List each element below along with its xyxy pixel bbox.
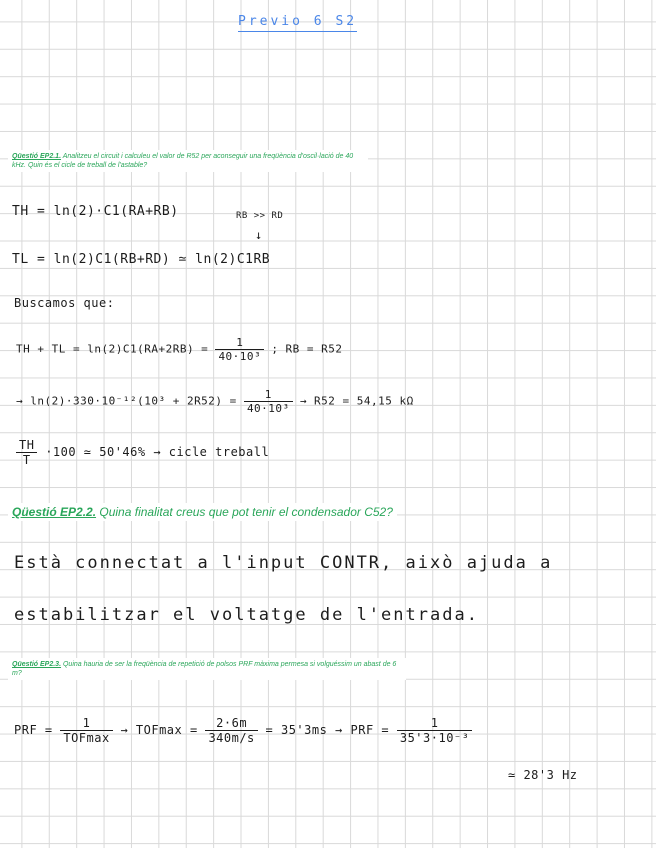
formula-tof-label: → TOFmax =	[120, 723, 198, 737]
formula-duty-cycle-right: ·100 ≃ 50'46% → cicle treball	[45, 445, 270, 459]
question-text: Quina hauria de ser la freqüència de repetició de polsos PRF màxima permesa si volguéssim un abast de 6 m?	[12, 661, 397, 677]
fraction-numerator: 1	[60, 716, 112, 731]
question-ep2-2	[8, 503, 397, 521]
question-label: Qüestió EP2.3.	[12, 661, 62, 668]
fraction-denominator: 40·10³	[246, 402, 290, 415]
fraction-numerator: 1	[215, 336, 264, 350]
fraction-denominator: 40·10³	[218, 350, 262, 363]
question-ep2-3	[8, 658, 406, 680]
formula-tof-result: = 35'3ms → PRF =	[265, 723, 390, 737]
formula-r52-right: → R52 = 54,15 kΩ	[299, 394, 414, 408]
formula-note: RB >> RD	[236, 211, 284, 221]
formula-duty-cycle	[16, 438, 269, 467]
formula-period-right: ; RB = R52	[271, 342, 343, 356]
formula-r52	[16, 388, 414, 415]
formula-prf	[14, 716, 472, 745]
formula-period	[16, 336, 343, 363]
formula-prf-result: ≃ 28'3 Hz	[508, 768, 578, 782]
fraction	[205, 716, 257, 745]
fraction-denominator: 35'3·10⁻³	[399, 731, 470, 745]
question-label: Qüestió EP2.1.	[12, 153, 62, 160]
fraction	[215, 336, 264, 363]
question-label: Qüestió EP2.2.	[12, 505, 97, 519]
fraction	[60, 716, 112, 745]
fraction-numerator: 1	[244, 388, 293, 402]
formula-tl: TL = ln(2)C1(RB+RD) ≃ ln(2)C1RB	[12, 252, 271, 267]
question-ep2-1	[8, 150, 368, 172]
formula-intro: Buscamos que:	[14, 296, 115, 310]
question-text: Quina finalitat creus que pot tenir el condensador C52?	[99, 505, 393, 519]
fraction	[244, 388, 293, 415]
fraction	[397, 716, 473, 745]
answer-line-1: Està connectat a l'input CONTR, això ajuda a	[14, 553, 553, 573]
fraction-denominator: 340m/s	[208, 731, 255, 745]
fraction-numerator: TH	[16, 438, 37, 453]
formula-r52-left: → ln(2)·330·10⁻¹²(10³ + 2R52) =	[16, 394, 237, 408]
fraction-denominator: T	[22, 453, 31, 467]
fraction	[16, 438, 37, 467]
formula-th: TH = ln(2)·C1(RA+RB)	[12, 204, 179, 219]
question-text: Analitzeu el circuit i calculeu el valor de R52 per aconseguir una freqüència d'oscil·lació de 40 kHz. Quin és el cicle de treball de l'astable?	[12, 153, 354, 169]
fraction-numerator: 1	[397, 716, 473, 731]
fraction-denominator: TOFmax	[63, 731, 110, 745]
page-title: Previo 6 S2	[238, 14, 357, 32]
formula-prf-left: PRF =	[14, 723, 53, 737]
fraction-numerator: 2·6m	[205, 716, 257, 731]
answer-line-2: estabilitzar el voltatge de l'entrada.	[14, 605, 479, 625]
down-arrow-icon: ↓	[255, 228, 263, 242]
formula-period-left: TH + TL = ln(2)C1(RA+2RB) =	[16, 342, 209, 356]
